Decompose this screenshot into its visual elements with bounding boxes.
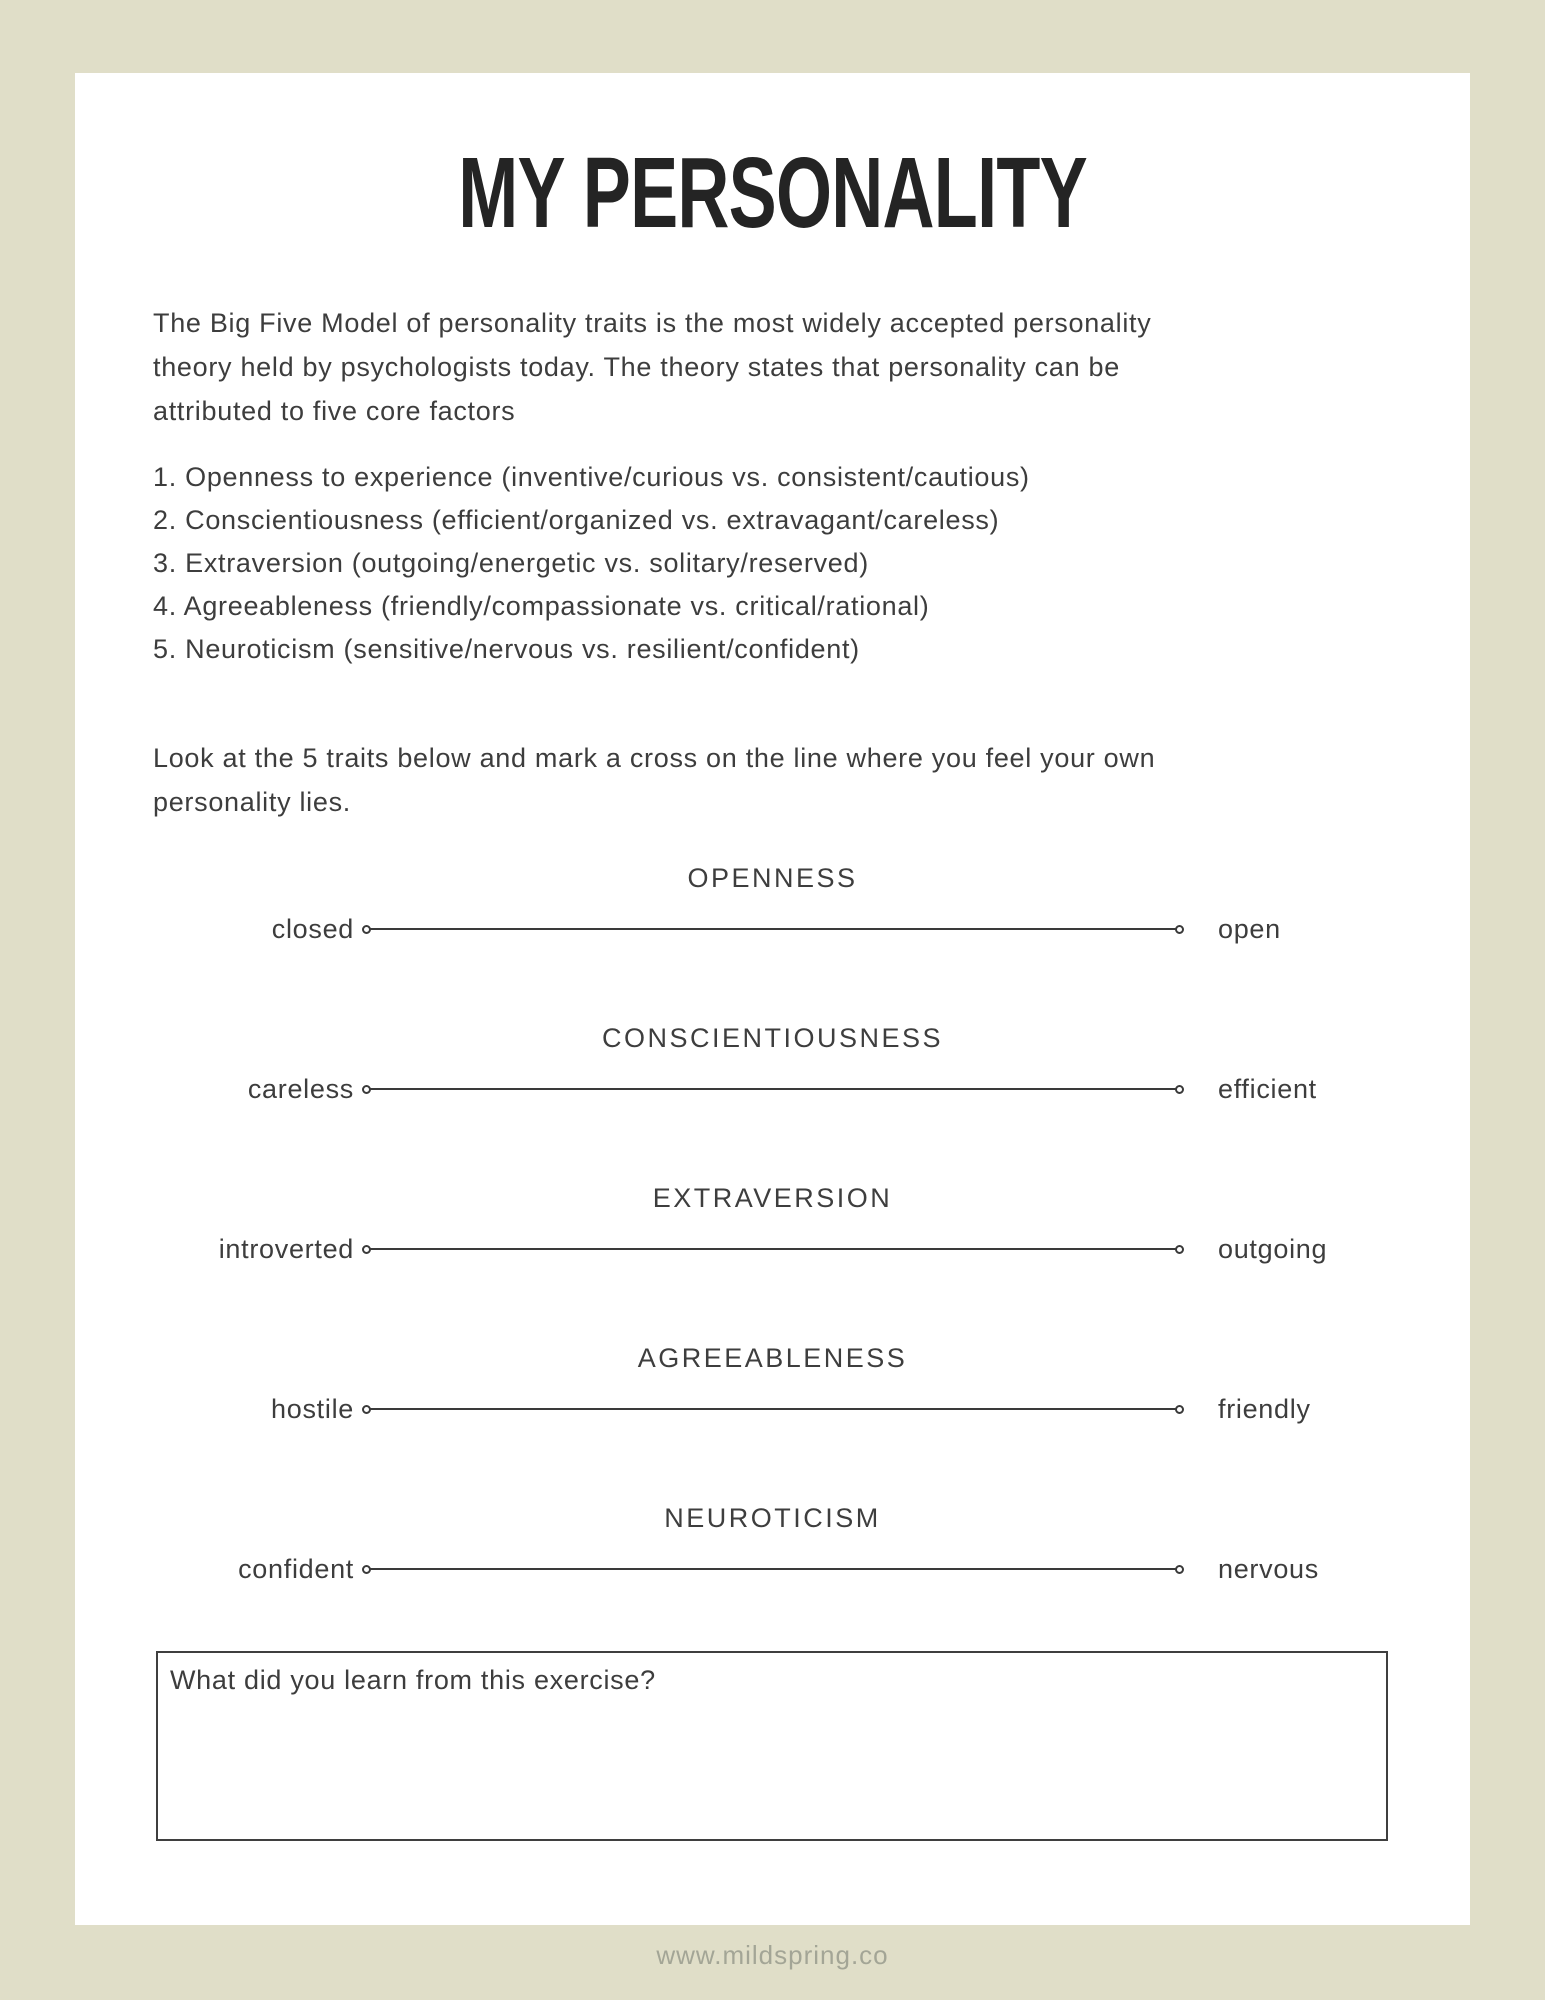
scale-openness xyxy=(75,861,1470,951)
answer-prompt: What did you learn from this exercise? xyxy=(170,1665,656,1695)
scale-title: OPENNESS xyxy=(687,863,858,893)
instruction-paragraph xyxy=(153,736,1155,824)
intro-paragraph xyxy=(153,301,1151,433)
scale-title: NEUROTICISM xyxy=(664,1503,881,1533)
scale-right-label: open xyxy=(1218,914,1281,944)
scale-agreeableness xyxy=(75,1341,1470,1431)
intro-line-3: attributed to five core factors xyxy=(153,396,516,426)
title-container xyxy=(75,137,1470,249)
endpoint-dot-left-icon xyxy=(362,1405,371,1414)
scale-neuroticism xyxy=(75,1501,1470,1591)
scale-track[interactable] xyxy=(366,1088,1180,1090)
endpoint-dot-left-icon xyxy=(362,1565,371,1574)
endpoint-dot-left-icon xyxy=(362,925,371,934)
endpoint-dot-right-icon xyxy=(1175,1565,1184,1574)
scale-left-label: closed xyxy=(271,914,354,944)
factor-item-4: 4. Agreeableness (friendly/compassionate vs. critical/rational) xyxy=(153,591,930,621)
endpoint-dot-right-icon xyxy=(1175,1085,1184,1094)
scale-right-label: nervous xyxy=(1218,1554,1319,1584)
scale-right-label: outgoing xyxy=(1218,1234,1328,1264)
factor-item-1: 1. Openness to experience (inventive/curious vs. consistent/cautious) xyxy=(153,462,1030,492)
scale-track[interactable] xyxy=(366,1568,1180,1570)
endpoint-dot-right-icon xyxy=(1175,1405,1184,1414)
scale-track[interactable] xyxy=(366,1408,1180,1410)
scale-row xyxy=(75,1387,1470,1431)
scale-left-label: careless xyxy=(247,1074,354,1104)
footer-url: www.mildspring.co xyxy=(656,1940,889,1970)
scale-left-label: introverted xyxy=(218,1234,354,1264)
instruction-line-2: personality lies. xyxy=(153,787,351,817)
scale-right-label: efficient xyxy=(1218,1074,1317,1104)
answer-box[interactable] xyxy=(156,1651,1388,1841)
factor-item-2: 2. Conscientiousness (efficient/organized vs. extravagant/careless) xyxy=(153,505,1000,535)
factor-item-3: 3. Extraversion (outgoing/energetic vs. solitary/reserved) xyxy=(153,548,869,578)
factors-list xyxy=(153,456,1030,671)
page-title: MY PERSONALITY xyxy=(458,137,1087,249)
endpoint-dot-right-icon xyxy=(1175,925,1184,934)
scale-title: CONSCIENTIOUSNESS xyxy=(601,1023,944,1053)
intro-line-2: theory held by psychologists today. The theory states that personality can be xyxy=(153,352,1120,382)
scale-row xyxy=(75,1067,1470,1111)
scale-title: AGREEABLENESS xyxy=(637,1343,908,1373)
intro-line-1: The Big Five Model of personality traits is the most widely accepted personality xyxy=(153,308,1152,338)
scale-row xyxy=(75,1547,1470,1591)
scale-row xyxy=(75,907,1470,951)
scale-track[interactable] xyxy=(366,928,1180,930)
worksheet-page xyxy=(75,73,1470,1925)
scale-left-label: confident xyxy=(238,1554,354,1584)
scale-conscientiousness xyxy=(75,1021,1470,1111)
scale-row xyxy=(75,1227,1470,1271)
scale-title: EXTRAVERSION xyxy=(652,1183,893,1213)
instruction-line-1: Look at the 5 traits below and mark a cross on the line where you feel your own xyxy=(153,743,1156,773)
scale-left-label: hostile xyxy=(271,1394,354,1424)
scale-right-label: friendly xyxy=(1218,1394,1311,1424)
factor-item-5: 5. Neuroticism (sensitive/nervous vs. resilient/confident) xyxy=(153,634,860,664)
scale-extraversion xyxy=(75,1181,1470,1271)
endpoint-dot-left-icon xyxy=(362,1245,371,1254)
endpoint-dot-right-icon xyxy=(1175,1245,1184,1254)
endpoint-dot-left-icon xyxy=(362,1085,371,1094)
scale-track[interactable] xyxy=(366,1248,1180,1250)
